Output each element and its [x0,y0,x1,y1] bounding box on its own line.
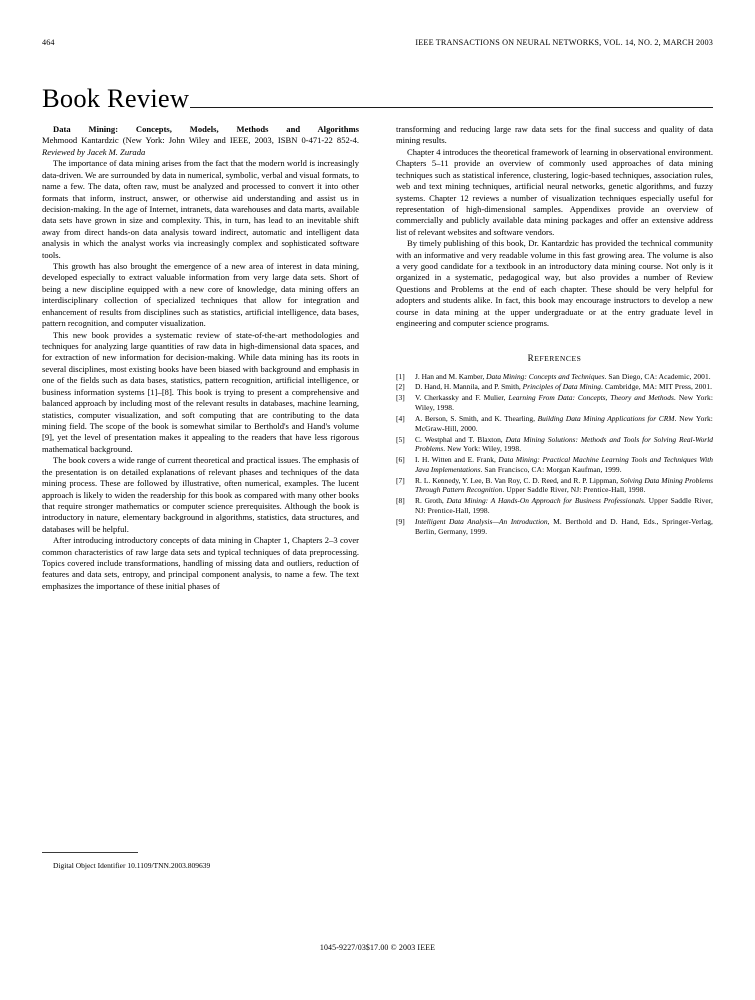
digital-object-identifier: Digital Object Identifier 10.1109/TNN.2003.809639 [53,861,211,870]
reference-authors: I. H. Witten and E. Frank, [415,455,499,465]
reference-item [396,435,713,454]
publication-details: Mehmood Kantardzic (New York: John Wiley and IEEE, 2003, ISBN 0-471-22 852-4. [42,135,359,146]
references-heading [396,353,713,363]
footnote-block [42,852,359,871]
journal-running-title: IEEE TRANSACTIONS ON NEURAL NETWORKS, VOL. 14, NO. 2, MARCH 2003 [415,38,713,47]
reference-publisher: , M. Berthold and D. Hand, Eds., Springer-Verlag, Berlin, Germany, 1999. [415,516,713,536]
reference-title: Data Mining: Practical Machine Learning Tools and Techniques With Java Implementations [415,455,713,474]
book-header-block [42,124,359,158]
page-title: Book Review [42,82,190,113]
page-footer [0,943,755,952]
reference-publisher: . Cambridge, MA: MIT Press, 2001. [600,382,713,392]
right-column [396,124,713,538]
reference-item [396,455,713,474]
reference-authors: J. Han and M. Kamber, [415,371,487,381]
footnote-rule-divider [42,852,138,853]
reference-publisher: . San Francisco, CA: Morgan Kaufman, 1999. [480,464,622,474]
reference-title: Data Mining: A Hands-On Approach for Business Professionals [446,496,644,506]
body-paragraph: After introducing introductory concepts of data mining in Chapter 1, Chapters 2–3 cover common characteristics of raw large data sets and typical techniques of data preprocessing. Topics covered include transformations, handling of missing data and outliers, reduction of features and data sets, entropy, and principal component analysis, to name a few. The text emphasizes the importance of these initial phases of [42,535,359,591]
reference-title: Learning From Data: Concepts, Theory and Methods [508,393,674,403]
reference-number: [7] [396,475,405,485]
reference-item [396,496,713,515]
body-paragraph: The book covers a wide range of current theoretical and practical issues. The emphasis of the presentation is on detailed explanations of relevant phases and techniques of the data mining process. These are followed by illustrative, often numerical, examples. The lucent approach is likely to widen the readership for this book as compared with many other books that require stronger mathematics or computer science prerequisites. Although the book is introductory in nature, elementary background in algorithms, statistics, data structures, and databases will be helpful. [42,455,359,534]
two-column-body [42,124,713,884]
running-head [42,38,713,52]
department-heading [42,68,713,112]
book-title: Data Mining: Concepts, Models, Methods and Algorithms [53,124,359,134]
body-paragraph: This new book provides a systematic review of state-of-the-art methodologies and techniques for analyzing large quantities of raw data in high-dimensional data spaces, and for extraction of new information for decision-making. While data mining has its roots in several disciplines, most existing books have been biased with background and emphasis in one of the fields such as data bases, statistics, pattern recognition, artificial intelligence, or business information systems [1]–[8]. This book is trying to present a comprehensive and balanced approach by including most of the relevant results in databases, machine learning, statistics, computer visualization, and soft computing that are contributing to the data mining field. The scope of the book is somewhat similar to Berthold's and Hand's volume [9], yet the level of presentation makes it appealing to the readers that have less rigorous mathematical background. [42,329,359,454]
reference-authors: C. Westphal and T. Blaxton, [415,434,506,444]
reference-publisher: . Upper Saddle River, NJ: Prentice-Hall, 1998. [415,496,714,516]
book-publication-info [42,135,359,158]
references-heading-rest: EFERENCES [534,353,582,363]
reference-title: Principles of Data Mining [522,382,601,392]
reference-publisher: . New York: Wiley, 1998. [415,393,713,413]
reference-authors: R. Groth, [415,496,447,506]
reference-number: [1] [396,371,405,381]
reference-publisher: . Upper Saddle River, NJ: Prentice-Hall, 1998. [502,485,646,495]
reviewer-credit: Reviewed by Jacek M. Zurada [42,146,146,157]
body-paragraph: transforming and reducing large raw data sets for the final success and quality of data mining results. [396,124,713,146]
reference-title: Building Data Mining Applications for CRM [537,413,675,423]
reference-number: [6] [396,455,405,465]
reference-publisher: . New York: Wiley, 1998. [443,444,522,454]
left-column [42,124,359,592]
reference-publisher: . San Diego, CA: Academic, 2001. [604,371,711,381]
copyright-line: 1045-9227/03$17.00 © 2003 IEEE [319,943,436,952]
page-folio-number: 464 [42,38,55,47]
reference-number: [3] [396,393,405,403]
body-paragraph: By timely publishing of this book, Dr. Kantardzic has provided the technical community with an informative and very readable volume in this fast growing area. The volume is also a very good candidate for a textbook in an introductory data mining course. Not only is it organized in a systematic, pedagogical way, but also provides a number of Review Questions and Problems at the end of each chapter. These should be very helpful for adopters and students alike. In fact, this book may encourage instructors to develop a new course in data mining at the upper undergraduate or at the entry graduate level in engineering and computer science programs. [396,238,713,329]
reference-authors: D. Hand, H. Mannila, and P. Smith, [415,382,523,392]
body-paragraph: The importance of data mining arises from the fact that the modern world is increasingly data-driven. We are surrounded by data in numerical, symbolic, verbal and visual formats, to name a few. The data, often raw, must be analyzed and processed to convert it into other formats that inform, instruct, answer, or otherwise aid understanding and assist us in decision-making. In the age of Internet, intranets, data warehouses and data marts, available data sets have grown in size and complexity. This, in turn, has lead to an inevitable shift away from direct hands-on data analysis toward indirect, automatic and intelligent data analysis in which the analyst works via increasingly complex and sophisticated software tools. [42,158,359,260]
reference-title: Intelligent Data Analysis—An Introduction [415,516,548,526]
reference-number: [4] [396,413,405,423]
heading-rule-divider [190,107,713,108]
body-paragraph: This growth has also brought the emergence of a new area of interest in data mining, developed especially to extract valuable information from very large data sets. Short of being a new discipline equipped with a new core of knowledge, data mining offers an interdisciplinary collection of specialized techniques that allow for integration and enhancement of results from disciplines such as statistics, artificial intelligence, data bases, pattern recognition, and computer visualization. [42,261,359,329]
reference-authors: A. Berson, S. Smith, and K. Thearling, [415,413,538,423]
reference-number: [5] [396,434,405,444]
reference-item [396,414,713,433]
body-paragraph: Chapter 4 introduces the theoretical framework of learning in observational environment. Chapters 5–11 provide an overview of commonly used approaches of data mining techniques such as statistical inference, clustering, logic-based techniques, association rules, web and text mining techniques, artificial neural networks, genetic algorithms, and fuzzy systems. Chapter 12 reviews a number of visualization techniques especially useful for representation of high-dimensional samples. Appendixes provide an overview of commercially and publicly available data mining packages and offer an extensive address list of relevant websites and software vendors. [396,146,713,237]
reference-item [396,476,713,495]
reference-item [396,372,713,382]
reference-number: [9] [396,516,405,526]
reference-number: [2] [396,382,405,392]
reference-item [396,382,713,392]
reference-item [396,517,713,536]
reference-title: Solving Data Mining Problems Through Pattern Recognition [415,475,713,495]
reference-item [396,393,713,412]
reference-title: Data Mining: Concepts and Techniques [486,371,605,381]
reference-number: [8] [396,496,405,506]
references-heading-initial: R [527,352,535,363]
reference-publisher: . New York: McGraw-Hill, 2000. [415,413,713,433]
reference-title: Data Mining Solutions: Methods and Tools for Solving Real-World Problems [415,434,713,454]
reference-authors: R. L. Kennedy, Y. Lee, B. Van Roy, C. D. Reed, and R. P. Lippman, [415,475,621,485]
reference-authors: V. Cherkassky and F. Mulier, [415,393,509,403]
